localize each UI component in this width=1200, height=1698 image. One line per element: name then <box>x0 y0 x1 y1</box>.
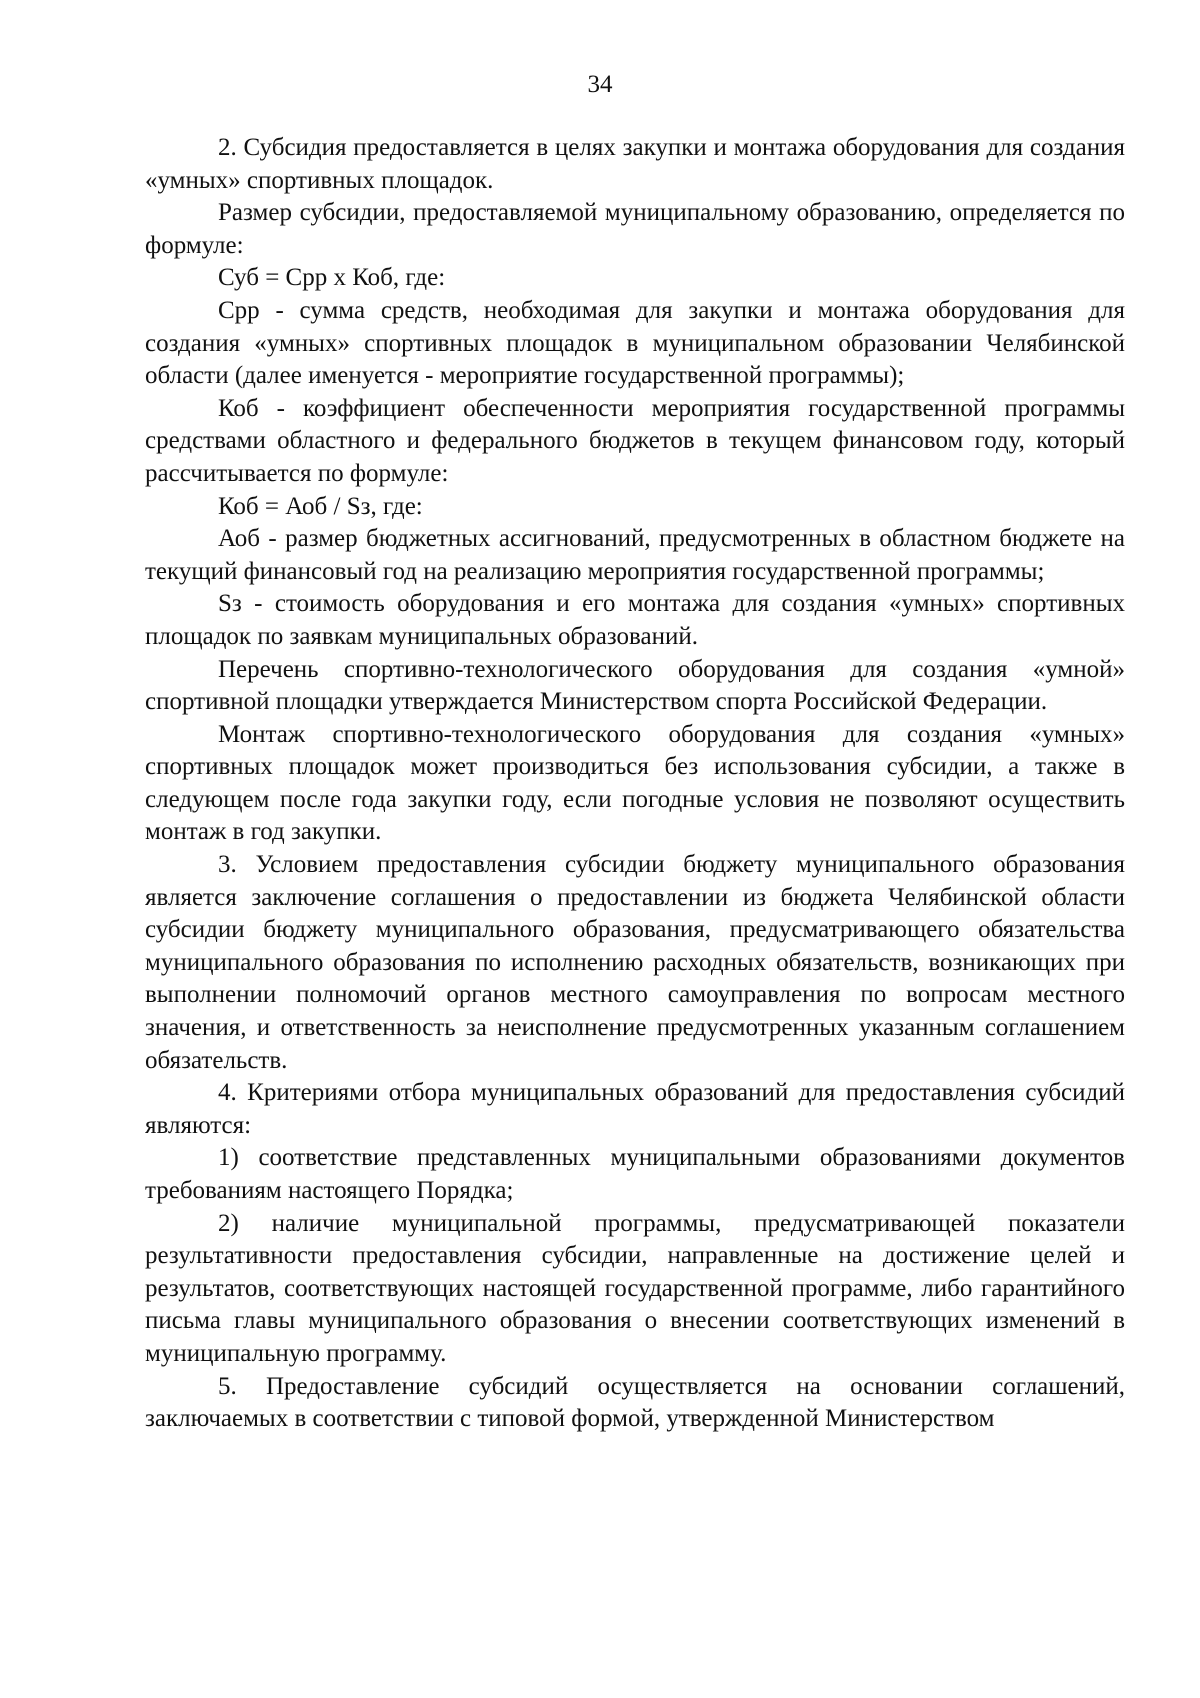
paragraph-condition: 3. Условием предоставления субсидии бюджету муниципального образования является заключение соглашения о предоставлении из бюджета Челябинской области субсидии бюджету муниципального образования, предусматривающего обязательства муниципального образования по исполнению расходных обязательств, возникающих при выполнении полномочий органов местного самоуправления по вопросам местного значения, и ответственность за неисполнение предусмотренных указанным соглашением обязательств. <box>145 851 1125 1074</box>
definition-aob: Аоб - размер бюджетных ассигнований, предусмотренных в областном бюджете на текущий финансовый год на реализацию мероприятия государственной программы; <box>145 525 1125 585</box>
paragraph-purpose: 2. Субсидия предоставляется в целях закупки и монтажа оборудования для создания «умных» спортивных площадок. <box>145 134 1125 194</box>
criteria-item-2: 2) наличие муниципальной программы, предусматривающей показатели результативности предоставления субсидии, направленные на достижение целей и результатов, соответствующих настоящей государственной программе, либо гарантийного письма главы муниципального образования о внесении соответствующих изменений в муниципальную программу. <box>145 1209 1125 1367</box>
definition-sz: Sз - стоимость оборудования и его монтажа для создания «умных» спортивных площадок по заявкам муниципальных образований. <box>145 590 1125 650</box>
paragraph-criteria: 4. Критериями отбора муниципальных образований для предоставления субсидий являются: <box>145 1079 1125 1139</box>
paragraph-subsidy-size: Размер субсидии, предоставляемой муниципальному образованию, определяется по формуле: <box>145 199 1125 259</box>
formula-subsidy: Суб = Срр x Коб, где: <box>218 264 446 292</box>
paragraph-equipment-list: Перечень спортивно-технологического оборудования для создания «умной» спортивной площадки утверждается Министерством спорта Российской Федерации. <box>145 655 1125 716</box>
page-number: 34 <box>587 71 613 98</box>
criteria-item-1: 1) соответствие представленных муниципальными образованиями документов требованиям настоящего Порядка; <box>145 1144 1125 1204</box>
formula-kob: Коб = Аоб / Sз, где: <box>218 492 423 520</box>
definition-kob: Коб - коэффициент обеспеченности мероприятия государственной программы средствами областного и федерального бюджетов в текущем финансовом году, который рассчитывается по формуле: <box>145 394 1125 487</box>
paragraph-installation: Монтаж спортивно-технологического оборудования для создания «умных» спортивных площадок может производиться без использования субсидии, а также в следующем после года закупки году, если погодные условия не позволяют осуществить монтаж в год закупки. <box>145 720 1125 846</box>
document-body <box>145 132 1125 1436</box>
definition-srr: Срр - сумма средств, необходимая для закупки и монтажа оборудования для создания «умных» спортивных площадок в муниципальном образовании Челябинской области (далее именуется - мероприятие государственной программы); <box>145 296 1125 390</box>
paragraph-agreements: 5. Предоставление субсидий осуществляется на основании соглашений, заключаемых в соответствии с типовой формой, утвержденной Министерством <box>145 1372 1125 1433</box>
